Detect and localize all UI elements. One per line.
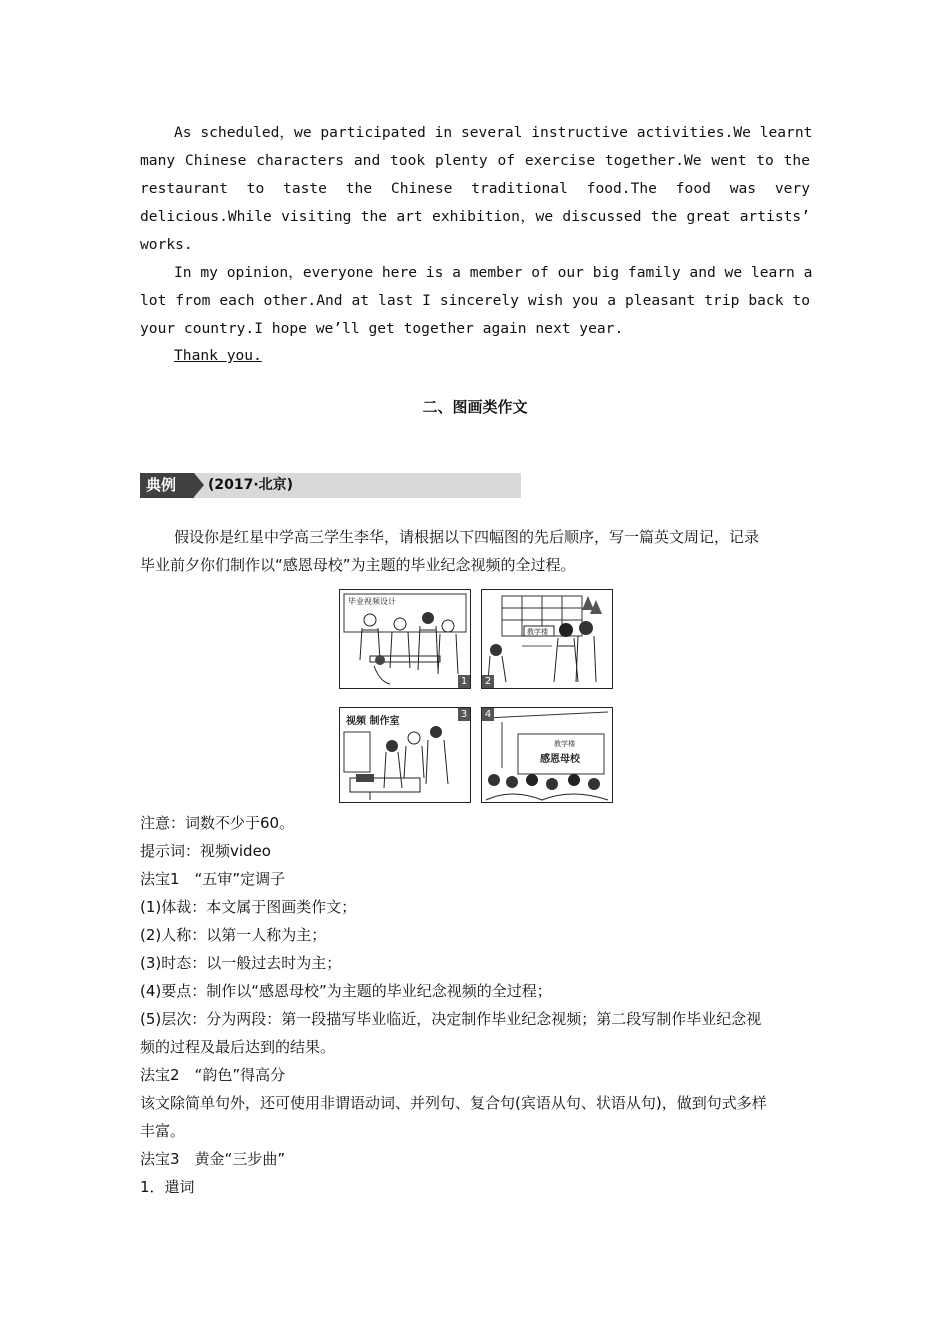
panel-3-sign: 视频 制作室 [346,716,400,727]
panel-number: 1 [458,675,470,688]
note-line: (2)人称：以第一人称为主； [140,926,327,944]
panel-number: 3 [458,708,470,721]
letter-line: your country.I hope we’ll get together again next year. [140,320,624,337]
note-line: (1)体裁：本文属于图画类作文； [140,898,357,916]
panel-2-sign: 教学楼 [527,628,548,636]
panel-1-sign: 毕业视频设计 [348,597,396,606]
panel-4-sign-main: 感恩母校 [540,754,580,765]
note-line: 提示词：视频video [140,842,271,860]
letter-line: As scheduled，we participated in several instructive activities.We learnt [174,124,813,141]
panel-3-illustration [340,708,470,802]
picture-panel-3 [339,707,471,803]
note-line: (3)时态：以一般过去时为主； [140,954,342,972]
letter-line: works. [140,236,193,253]
note-line: 法宝3 黄金“三步曲” [140,1150,286,1168]
panel-4-illustration [482,708,612,802]
picture-panel-4 [481,707,613,803]
section-title: 二、图画类作文 [422,398,528,416]
example-source: (2017·北京) [208,477,294,493]
example-banner [140,473,521,498]
letter-line: restaurant to taste the Chinese traditional food.The food was very [140,180,810,197]
note-line: 法宝2 “韵色”得高分 [140,1066,286,1084]
panel-4-sign-top: 教学楼 [554,740,575,748]
letter-closing: Thank you. [174,347,262,364]
note-line: 该文除简单句外，还可使用非谓语动词、并列句、复合句(宾语从句、状语从句)，做到句式多样 [140,1094,767,1112]
panel-2-illustration [482,590,612,688]
panel-1-illustration [340,590,470,688]
prompt-line: 假设你是红星中学高三学生李华，请根据以下四幅图的先后顺序，写一篇英文周记，记录 [174,528,760,546]
letter-line: many Chinese characters and took plenty of exercise together.We went to the [140,152,810,169]
prompt-line: 毕业前夕你们制作以“感恩母校”为主题的毕业纪念视频的全过程。 [140,556,576,574]
panel-number: 4 [482,708,494,721]
note-line: (5)层次：分为两段：第一段描写毕业临近，决定制作毕业纪念视频；第二段写制作毕业纪念视 [140,1010,762,1028]
note-line: 法宝1 “五审”定调子 [140,870,286,888]
panel-number: 2 [482,675,494,688]
letter-line: lot from each other.And at last I sincerely wish you a pleasant trip back to [140,292,810,309]
note-line: 1．遣词 [140,1178,195,1196]
note-line: 注意：词数不少于60。 [140,814,295,832]
picture-panel-2 [481,589,613,689]
letter-line: delicious.While visiting the art exhibition，we discussed the great artists’ [140,208,810,225]
note-line: 频的过程及最后达到的结果。 [140,1038,336,1056]
letter-line: In my opinion，everyone here is a member of our big family and we learn a [174,264,813,281]
note-line: (4)要点：制作以“感恩母校”为主题的毕业纪念视频的全过程； [140,982,552,1000]
example-tag: 典例 [140,473,194,498]
picture-panel-1 [339,589,471,689]
note-line: 丰富。 [140,1122,186,1140]
